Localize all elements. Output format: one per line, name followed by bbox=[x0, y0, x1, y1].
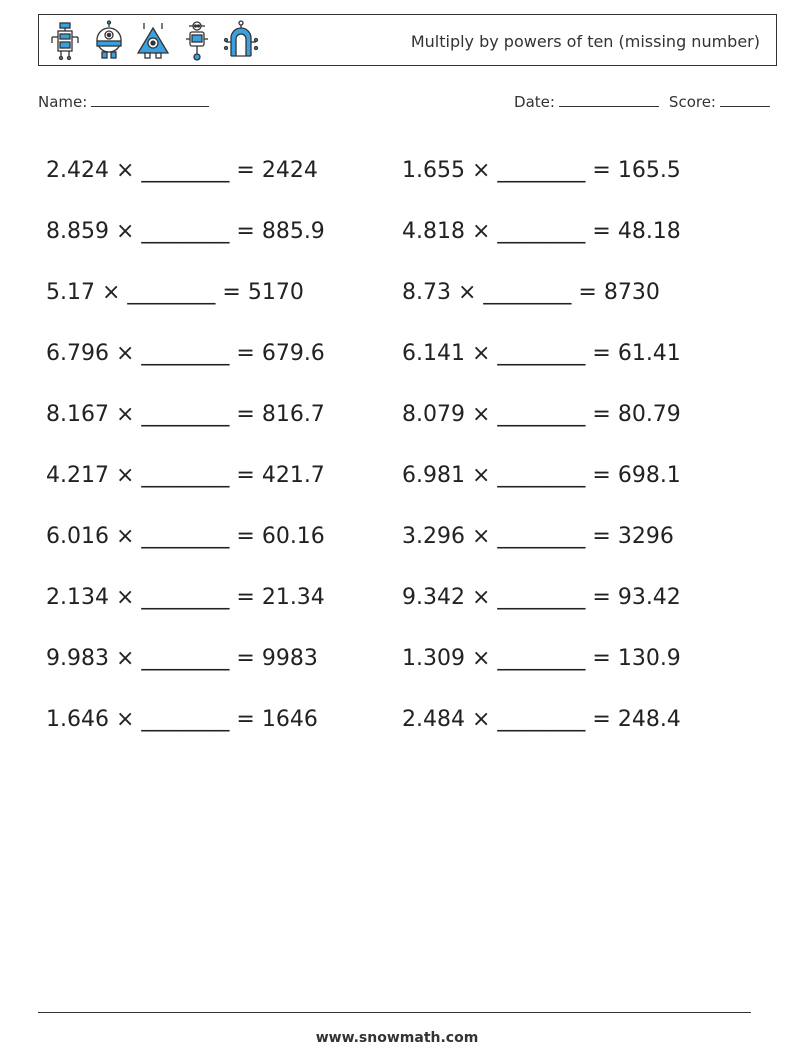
robot-triangle-icon bbox=[135, 20, 171, 62]
problem-item: 6.016 × ________ = 60.16 bbox=[46, 524, 325, 549]
robot-arch-icon bbox=[223, 20, 259, 62]
footer-url: www.snowmath.com bbox=[315, 1030, 479, 1046]
problem-item: 3.296 × ________ = 3296 bbox=[402, 524, 674, 549]
problem-item: 9.342 × ________ = 93.42 bbox=[402, 585, 681, 610]
problem-item: 2.424 × ________ = 2424 bbox=[46, 158, 318, 183]
name-blank[interactable] bbox=[91, 92, 209, 107]
problem-row bbox=[46, 628, 742, 689]
problem-item: 2.484 × ________ = 248.4 bbox=[402, 707, 681, 732]
problem-item: 1.309 × ________ = 130.9 bbox=[402, 646, 681, 671]
problem-item: 4.217 × ________ = 421.7 bbox=[46, 463, 325, 488]
problem-item: 8.167 × ________ = 816.7 bbox=[46, 402, 325, 427]
problem-item: 8.73 × ________ = 8730 bbox=[402, 280, 660, 305]
robot-rectangle-icon bbox=[47, 20, 83, 62]
footer-divider bbox=[38, 1012, 751, 1013]
problem-row bbox=[46, 384, 742, 445]
name-label: Name: bbox=[38, 93, 88, 111]
problem-item: 8.079 × ________ = 80.79 bbox=[402, 402, 681, 427]
problem-row bbox=[46, 689, 742, 750]
name-field bbox=[38, 92, 209, 111]
problem-item: 8.859 × ________ = 885.9 bbox=[46, 219, 325, 244]
date-blank[interactable] bbox=[559, 92, 659, 107]
problem-item: 2.134 × ________ = 21.34 bbox=[46, 585, 325, 610]
problem-row bbox=[46, 140, 742, 201]
problem-row bbox=[46, 445, 742, 506]
problem-row bbox=[46, 567, 742, 628]
problem-item: 6.981 × ________ = 698.1 bbox=[402, 463, 681, 488]
score-blank[interactable] bbox=[720, 92, 770, 107]
worksheet-title: Multiply by powers of ten (missing number) bbox=[410, 32, 760, 51]
problem-item: 4.818 × ________ = 48.18 bbox=[402, 219, 681, 244]
problem-item: 1.655 × ________ = 165.5 bbox=[402, 158, 681, 183]
problem-grid bbox=[46, 140, 742, 750]
problem-item: 6.141 × ________ = 61.41 bbox=[402, 341, 681, 366]
problem-item: 6.796 × ________ = 679.6 bbox=[46, 341, 325, 366]
problem-item: 9.983 × ________ = 9983 bbox=[46, 646, 318, 671]
problem-row bbox=[46, 506, 742, 567]
worksheet-header bbox=[38, 14, 777, 66]
problem-row bbox=[46, 262, 742, 323]
robot-icons bbox=[47, 20, 259, 62]
robot-small-icon bbox=[179, 20, 215, 62]
date-score-fields bbox=[514, 92, 770, 111]
problem-item: 5.17 × ________ = 5170 bbox=[46, 280, 304, 305]
score-label: Score: bbox=[668, 93, 716, 111]
robot-round-icon bbox=[91, 20, 127, 62]
problem-item: 1.646 × ________ = 1646 bbox=[46, 707, 318, 732]
problem-row bbox=[46, 323, 742, 384]
date-label: Date: bbox=[514, 93, 555, 111]
problem-row bbox=[46, 201, 742, 262]
